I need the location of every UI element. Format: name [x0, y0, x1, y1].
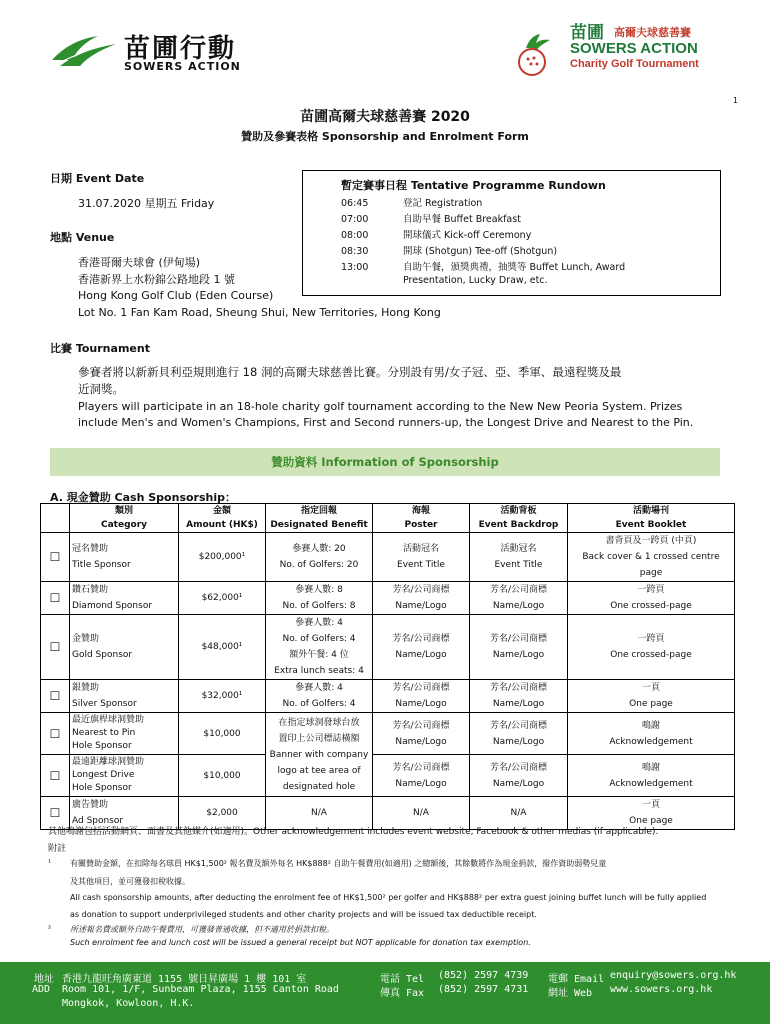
address-chinese: 香港九龍旺角廣東道 1155 號日昇廣場 1 樓 101 室 — [62, 974, 307, 985]
sponsorship-section-bar — [50, 448, 720, 476]
checkbox[interactable]: ☐ — [41, 582, 70, 615]
programme-item: 07:00 自助早餐 Buffet Breakfast — [341, 214, 521, 225]
fax-number: (852) 2597 4731 — [438, 984, 529, 995]
table-row: ☐ 金贊助 Gold Sponsor $48,000¹ 參賽人數: 4 No. of Golfers: 4 額外午餐: 4 位 Extra lunch seats: 4 芳名/公司商標 Name/Logo 芳名/公司商標 Name/Logo 一跨頁 One crossed-page — [41, 615, 735, 680]
address-label: 地址 — [34, 974, 54, 985]
tel-number: (852) 2597 4739 — [438, 970, 529, 981]
page-subtitle: 贊助及參賽表格 Sponsorship and Enrolment Form — [241, 130, 529, 143]
column-header: 金額 Amount (HK$) — [179, 504, 266, 533]
tournament-english-1: Players will participate in an 18-hole charity golf tournament according to the New New Peoria System. Prizes — [78, 400, 683, 413]
checkbox[interactable]: ☐ — [41, 615, 70, 680]
hole-sponsor-benefit: 在指定球洞發球台放 置印上公司標誌橫額 Banner with company logo at tee area of designated hole — [266, 713, 373, 797]
address-label-en: ADD — [32, 984, 51, 995]
golf-ball-icon — [506, 34, 562, 78]
sprout-logo-icon — [50, 30, 120, 70]
sponsorship-bar-title: 贊助資料 Information of Sponsorship — [271, 455, 499, 469]
programme-rundown-box — [302, 170, 721, 296]
column-header: 指定回報 Designated Benefit — [266, 504, 373, 533]
checkbox[interactable]: ☐ — [41, 713, 70, 755]
charity-golf-logo — [500, 18, 720, 78]
checkbox[interactable]: ☐ — [41, 533, 70, 582]
venue-english-1: Hong Kong Golf Club (Eden Course) — [78, 289, 274, 302]
web-address[interactable]: www.sowers.org.hk — [610, 984, 713, 995]
venue-chinese-1: 香港哥爾夫球會 (伊甸場) — [78, 256, 201, 269]
column-header: 活動背板 Event Backdrop — [470, 504, 568, 533]
table-row: ☐ 冠名贊助 Title Sponsor $200,000¹ 參賽人數: 20 No. of Golfers: 20 活動冠名 Event Title 活動冠名 Event Title 書背頁及一跨頁 (中頁) Back cover & 1 crossed centre page — [41, 533, 735, 582]
web-label: 網址 Web — [548, 988, 593, 999]
cash-sponsorship-label: A. 現金贊助 Cash Sponsorship： — [50, 491, 236, 504]
tournament-english-2: include Men's and Women's Champions, First and Second runners-up, the Longest Drive and Nearest to the Pin. — [78, 416, 694, 429]
footnote-1-chinese-2: 及其他項目，並可獲發扣稅收據。 — [70, 877, 190, 886]
column-header: 活動場刊 Event Booklet — [568, 504, 735, 533]
fax-label: 傳真 Fax — [380, 988, 425, 999]
checkbox[interactable]: ☐ — [41, 755, 70, 797]
column-header: 類別 Category — [70, 504, 179, 533]
notes-label: 附註 — [48, 844, 67, 854]
date-value: 31.07.2020 星期五 Friday — [78, 197, 215, 210]
footnote-2-english: Such enrolment fee and lunch cost will be issued a general receipt but NOT applicable for donation tax exemption. — [70, 938, 531, 947]
venue-chinese-2: 香港新界上水粉錦公路地段 1 號 — [78, 273, 235, 286]
table-header-row — [41, 504, 735, 533]
programme-item: 08:30 開球 (Shotgun) Tee-off (Shotgun) — [341, 246, 558, 257]
footnote-1-mark: ¹ — [48, 858, 52, 867]
venue-english-2: Lot No. 1 Fan Kam Road, Sheung Shui, New Territories, Hong Kong — [78, 306, 441, 319]
tel-label: 電話 Tel — [380, 974, 425, 985]
contact-footer — [0, 962, 770, 1024]
address-english-1: Room 101, 1/F, Sunbeam Plaza, 1155 Canton Road — [62, 984, 339, 995]
left-logo-english: SOWERS ACTION — [124, 60, 241, 73]
programme-heading: 暫定賽事日程 Tentative Programme Rundown — [341, 179, 606, 192]
sowers-action-logo — [50, 26, 250, 76]
table-row: ☐ 最遠距離球洞贊助 Longest Drive Hole Sponsor $10,000 芳名/公司商標 Name/Logo 芳名/公司商標 Name/Logo 鳴謝 Acknowledgement — [41, 755, 735, 797]
right-logo-english: SOWERS ACTION — [570, 40, 698, 57]
left-logo-chinese: 苗圃行動 — [124, 34, 237, 64]
sponsorship-table — [40, 503, 735, 830]
right-logo-english-sub: Charity Golf Tournament — [570, 58, 699, 70]
table-row: ☐ 銀贊助 Silver Sponsor $32,000¹ 參賽人數: 4 No. of Golfers: 4 芳名/公司商標 Name/Logo 芳名/公司商標 Name/Logo 一頁 One page — [41, 680, 735, 713]
table-row: ☐ 廣告贊助 Ad Sponsor $2,000 N/A N/A N/A 一頁 One page — [41, 797, 735, 830]
right-logo-chinese-sub: 高爾夫球慈善賽 — [614, 26, 691, 39]
venue-label: 地點 Venue — [50, 231, 115, 244]
programme-item: 13:00 自助午餐，頒獎典禮，抽獎等 Buffet Lunch, Award — [341, 262, 626, 273]
page-title: 苗圃高爾夫球慈善賽 2020 — [300, 109, 470, 125]
footnote-2-mark: ² — [48, 924, 52, 933]
programme-item: 08:00 開球儀式 Kick-off Ceremony — [341, 230, 532, 241]
other-acknowledgement-note: 其他鳴謝包括活動網頁、面書及其他媒介(如適用)。Other acknowledgement includes event website, Facebook & other medias (if applicable). — [48, 827, 659, 837]
footnote-1-english-2: as donation to support underprivileged students and other charity projects and will be issued tax deductible receipt. — [70, 910, 537, 919]
email-address[interactable]: enquiry@sowers.org.hk — [610, 970, 737, 981]
date-label: 日期 Event Date — [50, 172, 145, 185]
checkbox[interactable]: ☐ — [41, 797, 70, 830]
table-row: ☐ 鑽石贊助 Diamond Sponsor $62,000¹ 參賽人數: 8 No. of Golfers: 8 芳名/公司商標 Name/Logo 芳名/公司商標 Name/Logo 一跨頁 One crossed-page — [41, 582, 735, 615]
tournament-label: 比賽 Tournament — [50, 342, 150, 355]
programme-item: Presentation, Lucky Draw, etc. — [403, 275, 548, 286]
right-logo-chinese: 苗圃 — [570, 23, 604, 43]
page-number: 1 — [732, 96, 738, 105]
footnote-1-english: All cash sponsorship amounts, after deducting the enrolment fee of HK$1,500² per golfer and HK$888² per extra guest joining buffet lunch will be fully applied — [70, 893, 707, 902]
tournament-chinese-2: 近洞獎。 — [78, 382, 124, 396]
programme-item: 06:45 登記 Registration — [341, 198, 483, 209]
email-label: 電郵 Email — [548, 974, 605, 985]
address-english-2: Mongkok, Kowloon, H.K. — [62, 998, 195, 1009]
footnote-2-chinese: 所述報名費或額外自助午餐費用，可獲發普通收據，但不適用於捐款扣稅。 — [70, 925, 334, 934]
tournament-chinese: 參賽者將以新新貝利亞規則進行 18 洞的高爾夫球慈善比賽。分別設有男/女子冠、亞、季軍、最遠程獎及最 — [78, 365, 622, 379]
footnote-1-chinese: 有關贊助金額，在扣除每名球員 HK$1,500² 報名費及額外每名 HK$888² 自助午餐費用(如適用) 之總額後，其餘數將作為現金捐款，撥作資助弱勢兒童 — [70, 859, 607, 868]
table-row: ☐ 最近旗桿球洞贊助 Nearest to Pin Hole Sponsor $10,000 在指定球洞發球台放 置印上公司標誌橫額 Banner with company logo at tee area of designated hole 芳名/公司商標 Name/Logo 芳名/公司商標 Name/Logo 鳴謝 Acknowledgement — [41, 713, 735, 755]
column-header: 海報 Poster — [373, 504, 470, 533]
checkbox[interactable]: ☐ — [41, 680, 70, 713]
